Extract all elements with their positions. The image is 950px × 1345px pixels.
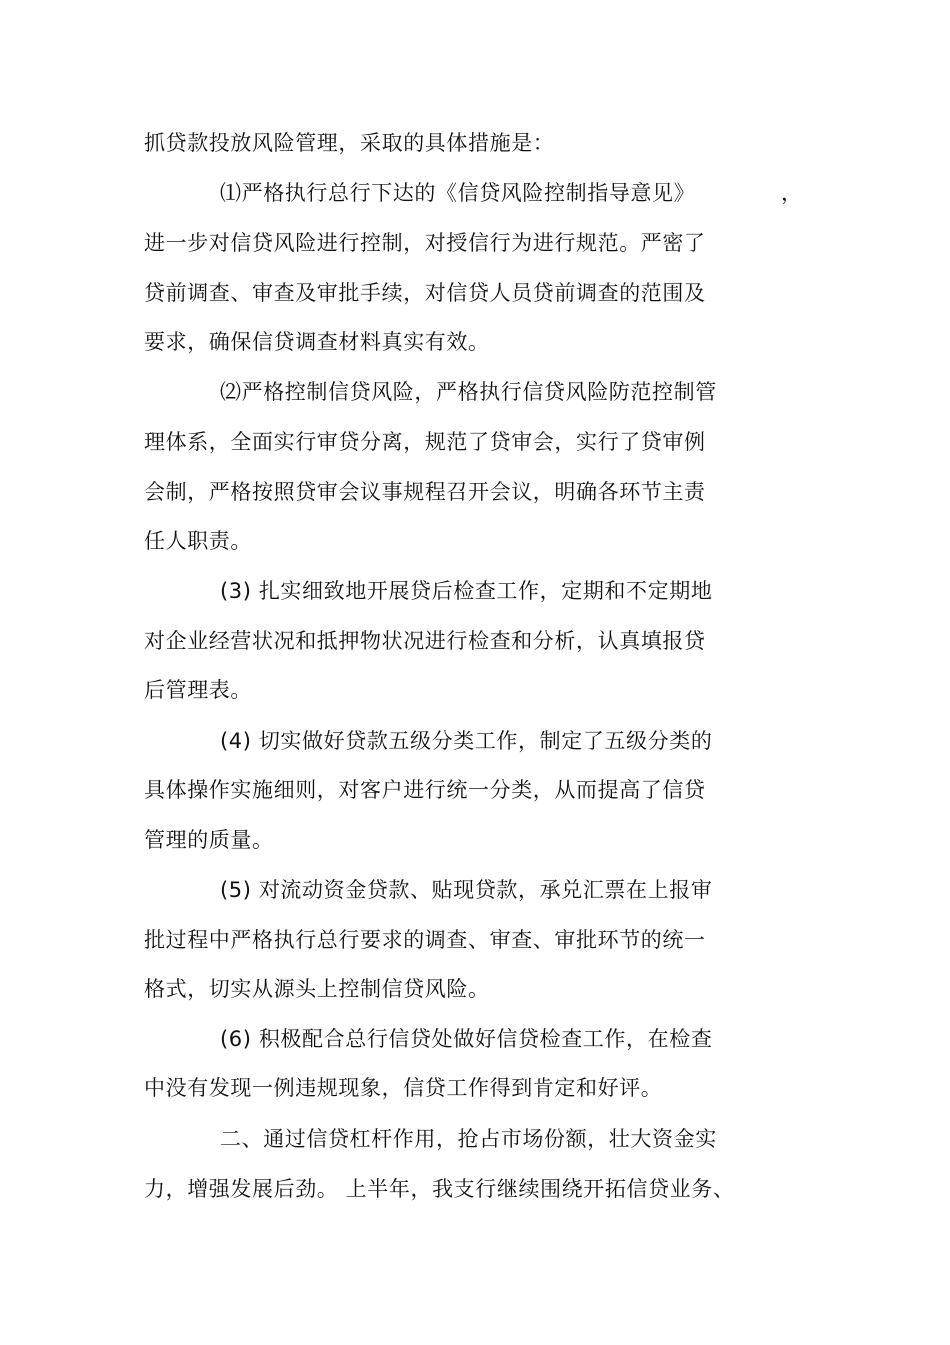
text-line-1: 抓贷款投放风险管理，采取的具体措施是： [144,131,555,155]
text-line-22: 力，增强发展后劲。 上半年，我支行继续围绕开拓信贷业务、 [144,1177,735,1201]
text-line-16: (5) 对流动资金贷款、贴现贷款，承兑汇票在上报审 [220,878,713,902]
text-line-6: ⑵严格控制信贷风险，严格执行信贷风险防范控制管 [220,380,717,404]
text-line-14: 具体操作实施细则，对客户进行统一分类，从而提高了信贷 [144,778,706,802]
text-line-15: 管理的质量。 [144,828,274,852]
text-line-20: 中没有发现一例违规现象，信贷工作得到肯定和好评。 [144,1076,663,1100]
text-line-13: (4) 切实做好贷款五级分类工作，制定了五级分类的 [220,729,713,753]
text-line-21: 二、通过信贷杠杆作用，抢占市场份额，壮大资金实 [220,1127,717,1151]
text-line-19: (6) 积极配合总行信贷处做好信贷检查工作，在检查 [220,1027,713,1051]
text-line-2: ⑴严格执行总行下达的《信贷风险控制指导意见》 [220,181,696,205]
text-line-10: (3) 扎实细致地开展贷后检查工作，定期和不定期地 [220,579,713,603]
text-line-5: 要求，确保信贷调查材料真实有效。 [144,330,490,354]
text-line-3: 进一步对信贷风险进行控制，对授信行为进行规范。严密了 [144,231,706,255]
text-line-8: 会制，严格按照贷审会议事规程召开会议，明确各环节主责 [144,480,706,504]
text-line-9: 任人职责。 [144,529,252,553]
text-line-7: 理体系，全面实行审贷分离，规范了贷审会，实行了贷审例 [144,430,706,454]
text-line-4: 贷前调查、审查及审批手续，对信贷人员贷前调查的范围及 [144,281,706,305]
text-line-18: 格式，切实从源头上控制信贷风险。 [144,977,490,1001]
text-line-11: 对企业经营状况和抵押物状况进行检查和分析，认真填报贷 [144,629,706,653]
text-line-17: 批过程中严格执行总行要求的调查、审查、审批环节的统一 [144,928,706,952]
trailing-comma: ， [781,181,802,205]
text-line-12: 后管理表。 [144,678,252,702]
